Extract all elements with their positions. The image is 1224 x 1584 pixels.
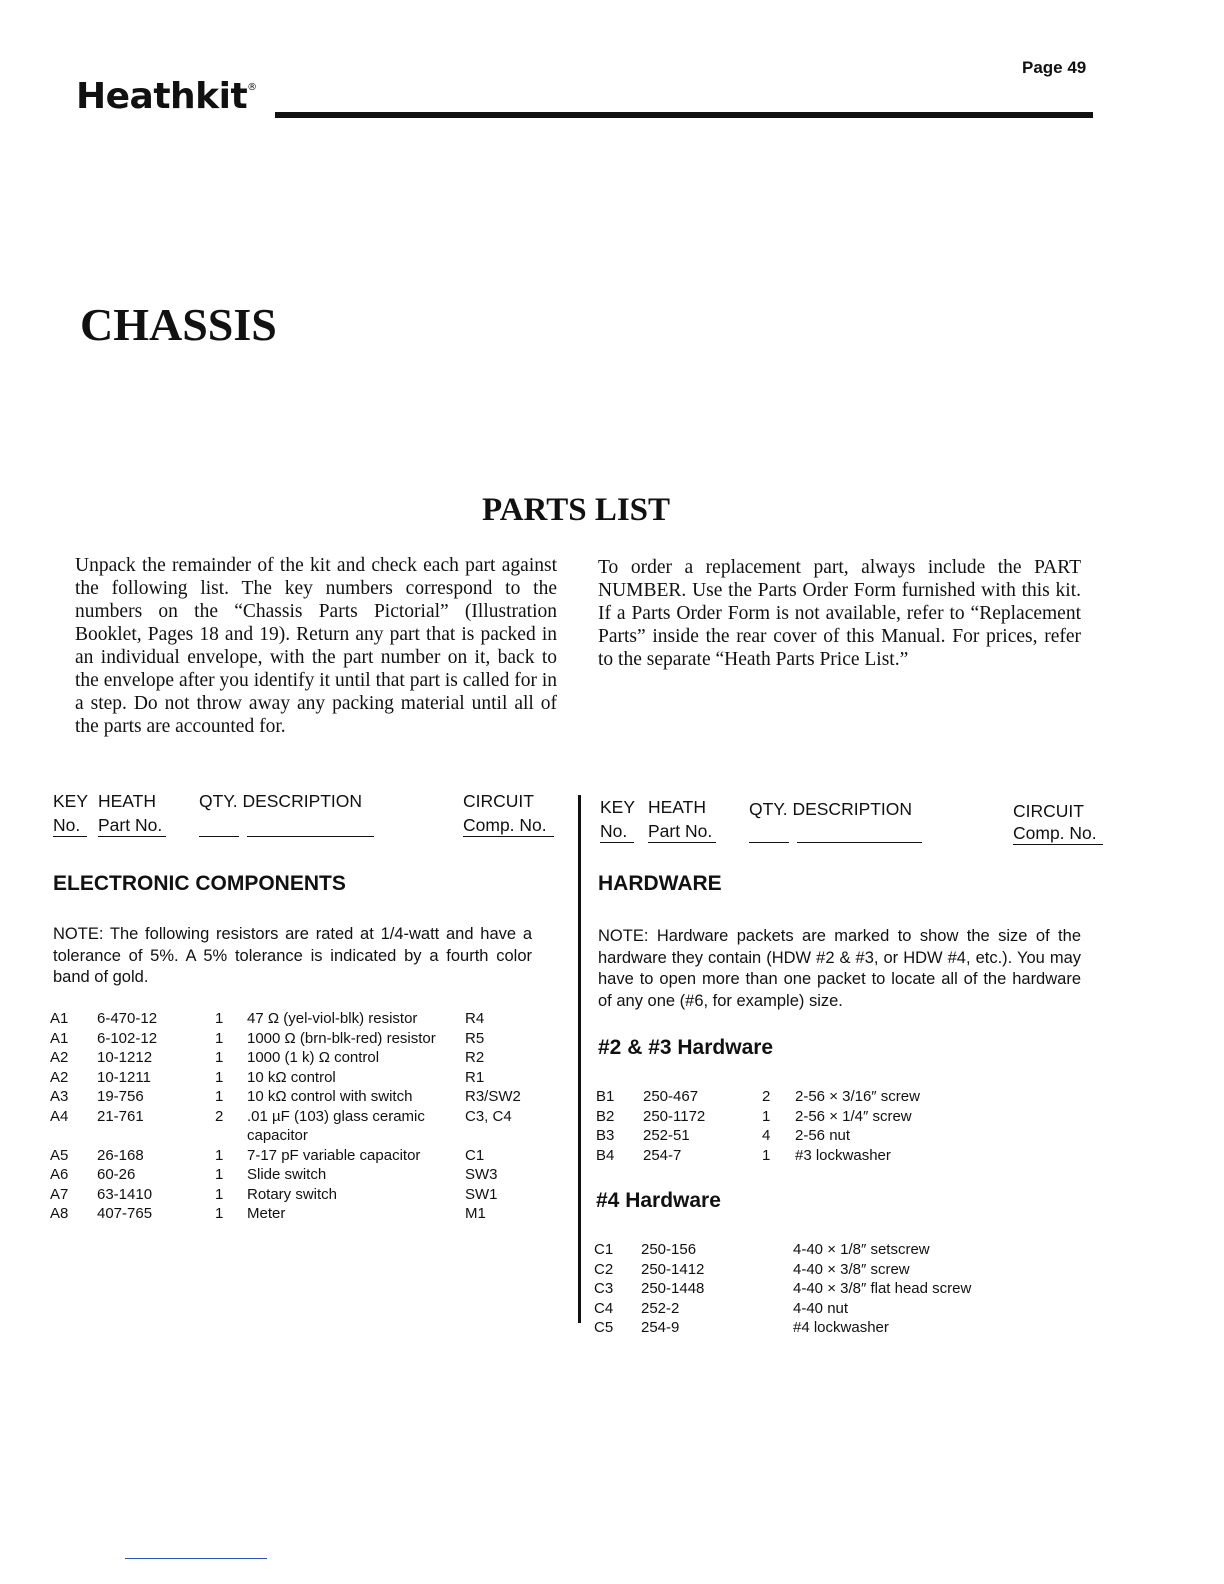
cell-qty: 1 [215,1088,224,1105]
underline [600,842,634,843]
hardware-note: NOTE: Hardware packets are marked to show the size of the hardware they contain (HDW #2 & #3, or HDW #4, etc.). You may have to open more than one packet to locate all of the hardware of any one (#6, for example) size. [598,927,1081,1010]
cell-desc: 7-17 pF variable capacitor [247,1146,421,1164]
cell-key: A1 [50,1010,69,1027]
cell-desc: Rotary switch [247,1185,338,1203]
col-heath-label: HEATH [648,797,707,817]
underline [648,842,716,843]
cell-part: 252-2 [641,1299,680,1317]
cell-key: C5 [594,1319,614,1336]
cell-key: B1 [596,1088,615,1105]
cell-key: A1 [50,1029,69,1047]
cell-circuit: R1 [465,1068,485,1086]
cell-part: 6-102-12 [97,1029,158,1047]
cell-key: C3 [594,1280,614,1297]
cell-desc: 4-40 nut [793,1299,849,1317]
col-key-label: KEY [53,791,89,811]
cell-qty: 1 [215,1185,224,1203]
cell-desc: 4-40 × 3/8″ flat head screw [793,1280,972,1297]
cell-key: B2 [596,1107,615,1125]
col-partno-label: Part No. [98,815,163,835]
cell-qty: 1 [215,1166,224,1183]
intro-left-paragraph: Unpack the remainder of the kit and check each part against the following list. The key numbers correspond to the numbers on the “Chassis Parts Pictorial” (Illustration Booklet, Pages 18 and 19). Return any part that is packed in an individual envelope, with the part number on it, back to the envelope after you identify it until that part is called for in a step. Do not throw away any packing material until all of the parts are accounted for. [75,555,557,737]
cell-qty: 1 [215,1029,224,1047]
cell-part: 60-26 [97,1166,136,1183]
cell-qty: 1 [215,1010,224,1027]
cell-qty: 1 [215,1049,224,1066]
cell-key: A7 [50,1185,69,1203]
cell-desc: 10 kΩ control [247,1068,336,1086]
cell-circuit: R2 [465,1049,485,1066]
col-circuit-label: CIRCUIT [463,791,534,811]
header-rule [275,112,1093,118]
cell-desc: 2-56 × 3/16″ screw [795,1088,920,1105]
underline [1013,844,1103,845]
cell-part: 250-1412 [641,1260,705,1278]
col-key-no-label: No. [600,821,628,841]
cell-circuit: R4 [465,1010,485,1027]
cell-desc: 4-40 × 1/8″ setscrew [793,1241,930,1258]
electronic-note: NOTE: The following resistors are rated at 1/4-watt and have a tolerance of 5%. A 5% tolerance is indicated by a fourth color band of gold. [53,925,532,986]
cell-key: A2 [50,1049,69,1066]
brand-name: Heathkit [76,76,248,117]
cell-part: 254-9 [641,1319,680,1336]
col-qty-desc-label: QTY. DESCRIPTION [199,791,363,811]
cell-desc: 1000 (1 k) Ω control [247,1049,380,1066]
cell-desc: capacitor [247,1127,308,1144]
cell-key: A6 [50,1166,69,1183]
cell-desc: #3 lockwasher [795,1146,891,1164]
section-title: CHASSIS [80,299,277,350]
cell-circuit: M1 [465,1205,486,1222]
col-circuit-label: CIRCUIT [1013,801,1084,821]
column-divider [578,795,581,1323]
cell-part: 26-168 [97,1146,144,1164]
col-compno-label: Comp. No. [1013,823,1097,843]
hardware-heading: HARDWARE [598,872,722,895]
cell-key: A4 [50,1107,69,1125]
parts-list-title: PARTS LIST [482,492,671,528]
cell-qty: 2 [762,1088,771,1105]
cell-key: A2 [50,1068,69,1086]
cell-circuit: SW1 [465,1185,498,1203]
cell-desc: 47 Ω (yel-viol-blk) resistor [247,1010,418,1027]
brand-logo [76,76,257,117]
cell-desc: 2-56 × 1/4″ screw [795,1107,912,1125]
cell-part: 250-156 [641,1241,697,1258]
page-number: Page 49 [1022,58,1087,77]
cell-circuit: R3/SW2 [465,1088,521,1105]
cell-circuit: R5 [465,1029,485,1047]
cell-part: 254-7 [643,1146,682,1164]
underline [797,842,922,843]
hardware-group-4-heading: #4 Hardware [596,1189,721,1212]
cell-key: B4 [596,1146,615,1164]
cell-desc: 1000 Ω (brn-blk-red) resistor [247,1029,436,1047]
cell-key: A3 [50,1088,69,1105]
underline [749,842,789,843]
col-key-label: KEY [600,797,636,817]
cell-part: 407-765 [97,1205,153,1222]
cell-part: 10-1211 [97,1068,151,1086]
cell-part: 250-1172 [643,1107,706,1125]
cell-key: C2 [594,1260,614,1278]
cell-key: C1 [594,1241,614,1258]
cell-desc: Meter [247,1205,286,1222]
footer-line [125,1558,267,1559]
cell-circuit: SW3 [465,1166,498,1183]
cell-desc: 4-40 × 3/8″ screw [793,1260,910,1278]
col-heath-label: HEATH [98,791,157,811]
col-qty-desc-label: QTY. DESCRIPTION [749,799,913,819]
right-column-header [0,796,1224,846]
cell-desc: 10 kΩ control with switch [247,1088,413,1105]
registered-mark: ® [247,82,257,93]
cell-part: 21-761 [97,1107,144,1125]
cell-part: 6-470-12 [97,1010,158,1027]
cell-key: C4 [594,1299,614,1317]
cell-qty: 1 [762,1146,771,1164]
cell-circuit: C3, C4 [465,1107,512,1125]
cell-circuit: C1 [465,1146,485,1164]
cell-key: B3 [596,1127,615,1144]
cell-qty: 1 [215,1146,224,1164]
intro-right-paragraph: To order a replacement part, always include the PART NUMBER. Use the Parts Order Form furnished with this kit. If a Parts Order Form is not available, refer to “Replacement Parts” inside the rear cover of this Manual. For prices, refer to the separate “Heath Parts Price List.” [598,557,1081,670]
cell-part: 19-756 [97,1088,144,1105]
cell-qty: 1 [762,1107,771,1125]
col-key-no-label: No. [53,815,81,835]
cell-key: A8 [50,1205,69,1222]
hardware-group-2-3-heading: #2 & #3 Hardware [598,1036,774,1059]
cell-part: 63-1410 [97,1185,153,1203]
cell-qty: 1 [215,1068,224,1086]
col-compno-label: Comp. No. [463,815,547,835]
cell-desc: #4 lockwasher [793,1319,889,1336]
cell-key: A5 [50,1146,69,1164]
cell-part: 250-1448 [641,1280,705,1297]
electronic-components-heading: ELECTRONIC COMPONENTS [53,872,346,895]
cell-part: 10-1212 [97,1049,153,1066]
cell-part: 250-467 [643,1088,699,1105]
cell-qty: 2 [215,1107,224,1125]
cell-qty: 1 [215,1205,224,1222]
cell-desc: 2-56 nut [795,1127,851,1144]
cell-desc: .01 µF (103) glass ceramic [247,1107,425,1125]
cell-part: 252-51 [643,1127,690,1144]
col-partno-label: Part No. [648,821,713,841]
cell-qty: 4 [762,1127,771,1144]
cell-desc: Slide switch [247,1166,327,1183]
